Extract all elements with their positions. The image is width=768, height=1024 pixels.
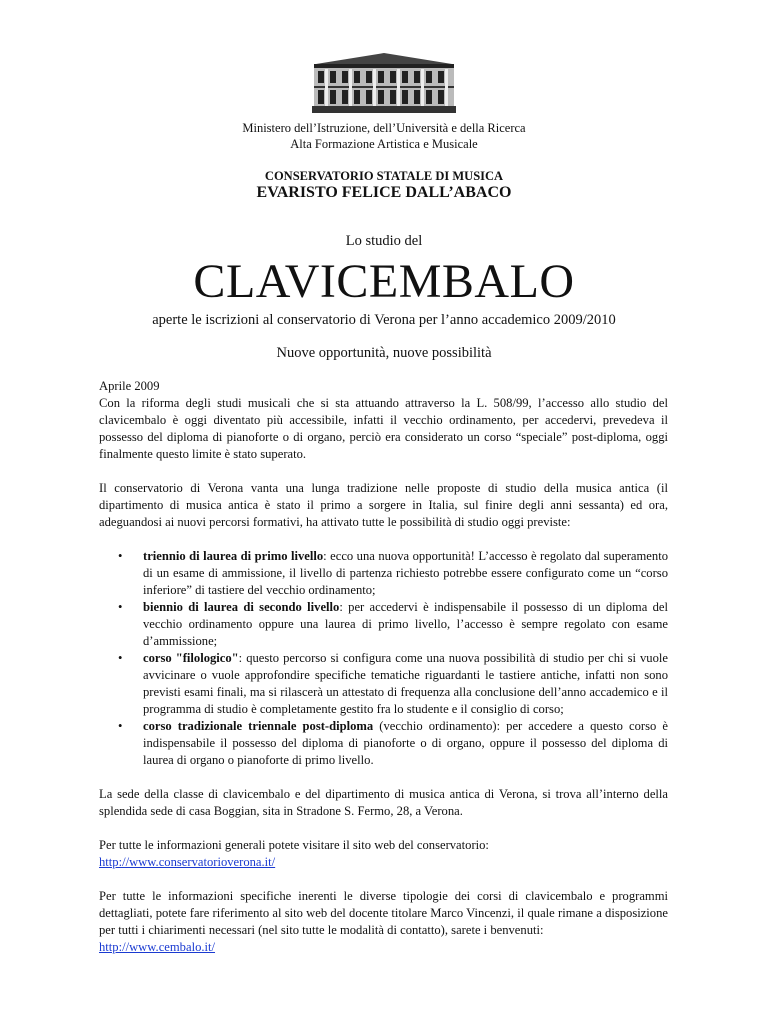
title-pre: Lo studio del bbox=[345, 233, 423, 249]
list-item bbox=[143, 548, 668, 599]
tagline: Nuove opportunità, nuove possibilità bbox=[276, 345, 492, 361]
paragraph-location: La sede della classe di clavicembalo e del dipartimento di musica antica di Verona, si trova all’interno della splendida sede di casa Boggian, sita in Stradone S. Fermo, 28, a Verona. bbox=[99, 787, 668, 818]
conservatory-name-line-1: CONSERVATORIO STATALE DI MUSICA bbox=[264, 169, 504, 183]
list-item-text: (vecchio ordinamento): per accedere a questo corso è indispensabile il possesso del diploma di pianoforte o di organo, oppure il possesso del diploma di laurea di organo o pianoforte di primo livello. bbox=[143, 719, 668, 767]
paragraph-tradition: Il conservatorio di Verona vanta una lunga tradizione nelle proposte di studio della musica antica (il dipartimento di musica antica è stato il primo a sorgere in Italia, sul finire degli anni sessanta) ed ora, adeguandosi ai nuovi percorsi formativi, ha attivato tutte le possibilità di studio oggi previste: bbox=[99, 481, 668, 529]
ministry-heading bbox=[0, 120, 768, 152]
list-item-title: corso tradizionale triennale post-diploma bbox=[143, 719, 374, 733]
list-item-text: : per accedervi è indispensabile il possesso di un diploma del vecchio ordinamento oppure una laurea di primo livello, l’accesso è sempre regolato con esame d’ammissione; bbox=[143, 600, 668, 648]
document-body bbox=[99, 378, 668, 956]
list-item bbox=[143, 599, 668, 650]
paragraph-general-info: Per tutte le informazioni generali potete visitare il sito web del conservatorio: bbox=[99, 838, 489, 852]
date-line: Aprile 2009 bbox=[99, 379, 160, 393]
ministry-line-1: Ministero dell’Istruzione, dell’Università e della Ricerca bbox=[242, 121, 526, 135]
conservatory-name-line-2: EVARISTO FELICE DALL’ABACO bbox=[256, 184, 512, 201]
course-list bbox=[99, 548, 668, 769]
list-item-title: triennio di laurea di primo livello bbox=[143, 549, 324, 563]
conservatory-website-link[interactable]: http://www.conservatorioverona.it/ bbox=[99, 855, 276, 869]
cembalo-website-link[interactable]: http://www.cembalo.it/ bbox=[99, 940, 216, 954]
paragraph-intro: Con la riforma degli studi musicali che si sta attuando attraverso la L. 508/99, l’accesso allo studio del clavicembalo è oggi diventato più accessibile, infatti il vecchio ordinamento, per accedervi, prevedeva il possesso del diploma di pianoforte o di organo, perciò era considerato un corso “speciale” post-diploma, oggi finalmente questo limite è stato superato. bbox=[99, 396, 668, 461]
page-title: CLAVICEMBALO bbox=[193, 255, 575, 308]
subtitle: aperte le iscrizioni al conservatorio di Verona per l’anno accademico 2009/2010 bbox=[152, 312, 616, 328]
list-item-title: corso "filologico" bbox=[143, 651, 239, 665]
list-item-text: : ecco una nuova opportunità! L’accesso è regolato dal superamento di un esame di ammissione, il livello di partenza richiesto potrebbe essere configurato come un “corso inferiore” di tastiere del vecchio ordinamento; bbox=[143, 549, 668, 597]
list-item bbox=[143, 650, 668, 718]
ministry-line-2: Alta Formazione Artistica e Musicale bbox=[290, 137, 478, 151]
list-item bbox=[143, 718, 668, 769]
list-item-text: : questo percorso si configura come una nuova possibilità di studio per chi si vuole avvicinare o vuole approfondire specifiche tematiche riguardanti le tastiere antiche, infatti non sono previsti esami finali, ma si rilascerà un attestato di frequenza alla conclusione dell’anno accademico e il programma di studio è completamente gestito fra lo studente e il consiglio di corso; bbox=[143, 651, 668, 716]
list-item-title: biennio di laurea di secondo livello bbox=[143, 600, 340, 614]
conservatory-building-logo bbox=[306, 50, 462, 116]
paragraph-specific-info: Per tutte le informazioni specifiche inerenti le diverse tipologie dei corsi di clavicembalo e programmi dettagliati, potete fare riferimento al sito web del docente titolare Marco Vincenzi, il quale rimane a disposizione per tutti i chiarimenti necessari (nel sito tutte le modalità di contatto), sarete i benvenuti: bbox=[99, 889, 668, 937]
